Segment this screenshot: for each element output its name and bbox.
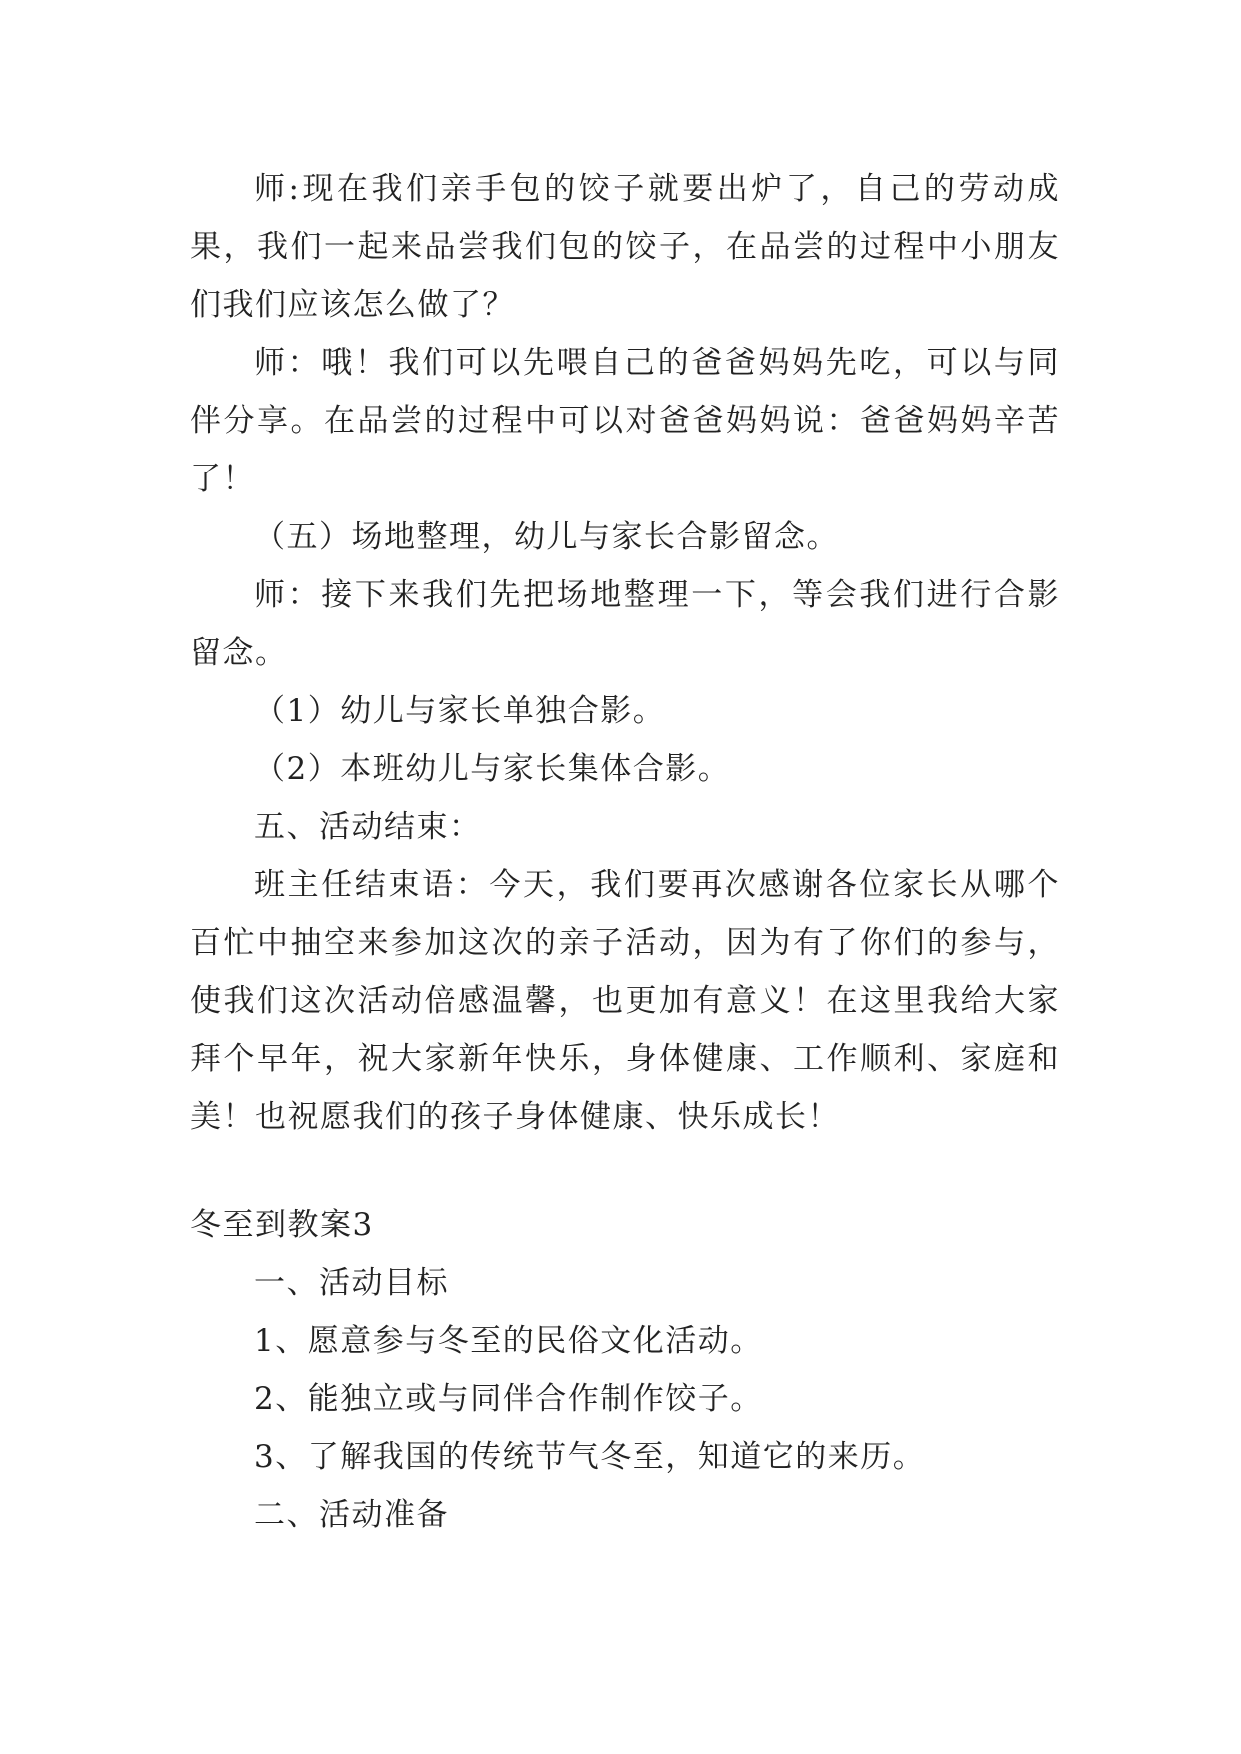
section-title: 冬至到教案3 bbox=[190, 1207, 374, 1243]
section-heading: 一、活动目标 bbox=[254, 1265, 449, 1301]
list-item: 3、了解我国的传统节气冬至，知道它的来历。 bbox=[254, 1439, 926, 1475]
list-item: 1、愿意参与冬至的民俗文化活动。 bbox=[254, 1323, 763, 1359]
list-item: 2、能独立或与同伴合作制作饺子。 bbox=[254, 1381, 763, 1417]
section-gap bbox=[190, 1146, 1060, 1196]
paragraph: 师:现在我们亲手包的饺子就要出炉了，自己的劳动成果，我们一起来品尝我们包的饺子，在品尝的过程中小朋友们我们应该怎么做了？ bbox=[190, 171, 1060, 323]
section-heading: 二、活动准备 bbox=[254, 1497, 449, 1533]
section-heading: 五、活动结束： bbox=[254, 809, 482, 845]
paragraph: （1）幼儿与家长单独合影。 bbox=[254, 693, 666, 729]
paragraph: （2）本班幼儿与家长集体合影。 bbox=[254, 751, 731, 787]
paragraph: 师：哦！我们可以先喂自己的爸爸妈妈先吃，可以与同伴分享。在品尝的过程中可以对爸爸妈妈说：爸爸妈妈辛苦了！ bbox=[190, 345, 1060, 497]
paragraph: 班主任结束语：今天，我们要再次感谢各位家长从哪个百忙中抽空来参加这次的亲子活动，因为有了你们的参与，使我们这次活动倍感温馨，也更加有意义！在这里我给大家拜个早年，祝大家新年快乐，身体健康、工作顺利、家庭和美！也祝愿我们的孩子身体健康、快乐成长！ bbox=[190, 867, 1060, 1135]
document-body bbox=[190, 160, 1060, 1544]
paragraph: 师：接下来我们先把场地整理一下，等会我们进行合影留念。 bbox=[190, 577, 1060, 671]
paragraph: （五）场地整理，幼儿与家长合影留念。 bbox=[254, 519, 839, 555]
